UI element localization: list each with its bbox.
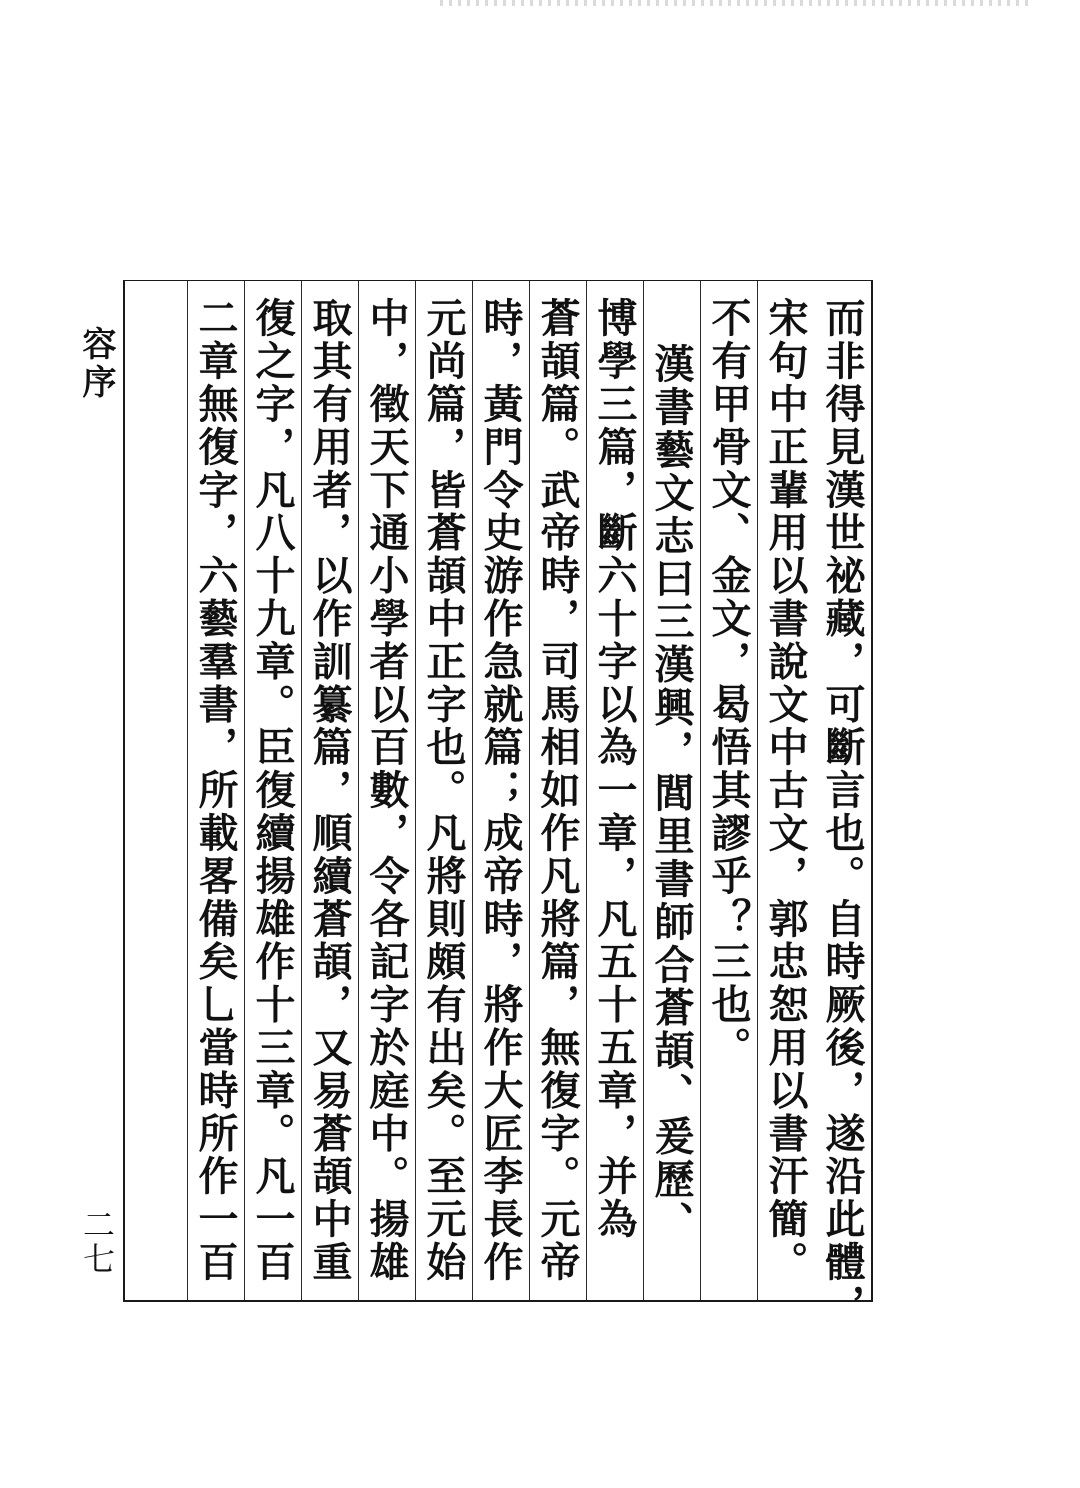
text-column	[415, 281, 472, 1300]
column-text: 時，黃門令史游作急就篇；成帝時，將作大匠李長作	[477, 297, 524, 1284]
scan-artifact	[440, 0, 1030, 6]
column-text: 取其有用者，以作訓纂篇，順續蒼頡，又易蒼頡中重	[306, 297, 353, 1284]
text-column	[472, 281, 529, 1300]
column-text: 宋句中正輩用以書說文中古文，郭忠恕用以書汗簡。	[762, 297, 809, 1284]
column-text: 博學三篇，斷六十字以為一章，凡五十五章，并為	[591, 297, 638, 1241]
text-column	[301, 281, 358, 1300]
text-block	[123, 280, 873, 1327]
text-column	[700, 281, 757, 1300]
text-column	[586, 281, 643, 1300]
text-column	[529, 281, 586, 1300]
column-text: 漢書藝文志曰三漢興，閭里書師合蒼頡、爰歷、	[648, 343, 695, 1244]
column-text: 不有甲骨文、金文，曷悟其謬乎？三也。	[705, 297, 752, 1070]
text-column	[643, 281, 700, 1300]
running-title: 容序	[76, 326, 116, 402]
column-text: 復之字，凡八十九章。臣復續揚雄作十三章。凡一百	[249, 297, 296, 1284]
column-text: 二章無復字，六藝羣書，所載畧備矣乚當時所作一百	[192, 297, 239, 1284]
column-text: 元尚篇，皆蒼頡中正字也。凡將則頗有出矣。至元始	[420, 297, 467, 1284]
text-column	[244, 281, 301, 1300]
column-text: 而非得見漢世祕藏，可斷言也。自時厥後，遂沿此體，	[819, 297, 866, 1327]
text-column	[757, 281, 814, 1300]
text-column	[358, 281, 415, 1300]
column-text: 蒼頡篇。武帝時，司馬相如作凡將篇，無復字。元帝	[534, 297, 581, 1284]
page-number: 二七	[78, 1208, 116, 1276]
text-column	[187, 281, 244, 1300]
column-text: 中，徵天下通小學者以百數，令各記字於庭中。揚雄	[363, 297, 410, 1284]
text-column	[814, 281, 871, 1327]
